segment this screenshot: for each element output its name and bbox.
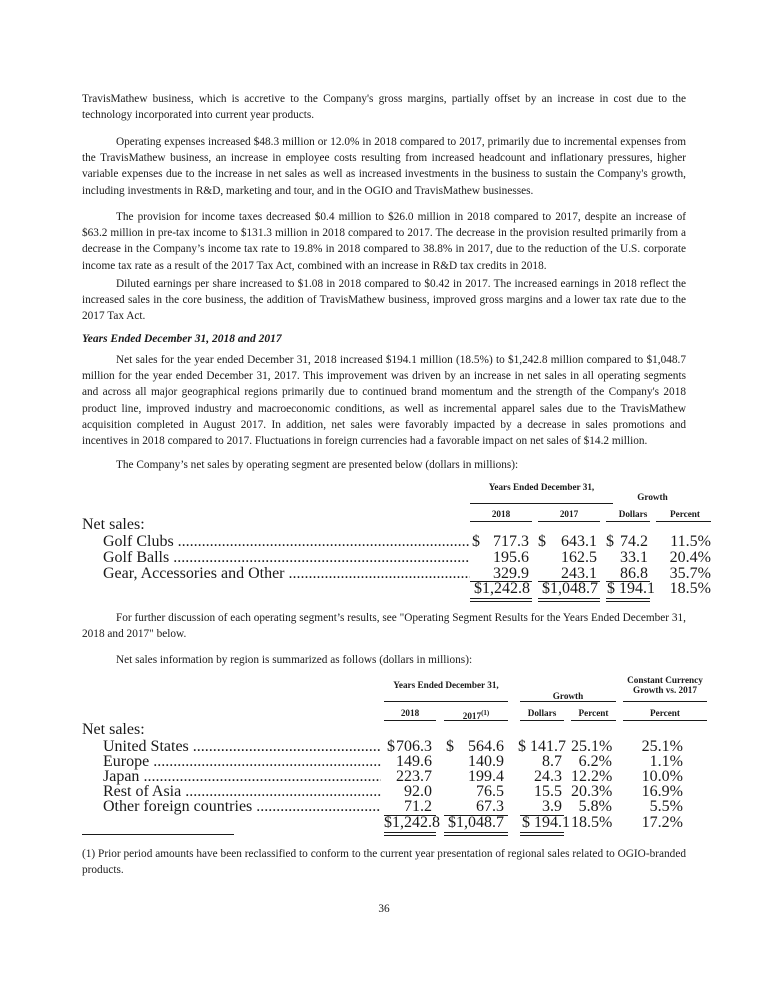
value-cc-percent: 25.1% xyxy=(641,738,683,755)
page-number: 36 xyxy=(378,903,390,915)
value-percent: 6.2% xyxy=(578,753,612,770)
value-2017: 564.6 xyxy=(468,738,504,755)
segment-row-label: Gear, Accessories and Other ..... xyxy=(103,566,470,582)
total-dollars: $ 194.1 xyxy=(522,814,570,831)
value-2017: 67.3 xyxy=(476,798,504,815)
header-growth: Growth xyxy=(552,691,584,701)
segment-row-label: Golf Balls ..... xyxy=(103,550,470,566)
value-2018: 223.7 xyxy=(396,768,432,785)
col-header-2018: 2018 xyxy=(491,509,511,519)
currency-symbol: $ xyxy=(538,533,546,550)
header-years-ended: Years Ended December 31, xyxy=(393,680,499,690)
value-dollars: 74.2 xyxy=(620,533,648,550)
value-2017: 162.5 xyxy=(561,549,597,566)
col-rule xyxy=(384,720,436,721)
region-row-label: United States ..... xyxy=(103,739,381,755)
total-double-rule xyxy=(444,832,508,836)
currency-symbol: $ xyxy=(606,533,614,550)
header-years-ended: Years Ended December 31, xyxy=(488,482,595,492)
total-2018: $1,242.8 xyxy=(474,580,530,597)
total-2018: $1,242.8 xyxy=(384,814,440,831)
value-2017: 76.5 xyxy=(476,783,504,800)
value-percent: 11.5% xyxy=(670,533,711,550)
header-growth: Growth xyxy=(637,492,668,502)
col-header-dollars: Dollars xyxy=(618,509,648,519)
total-cc-percent: 17.2% xyxy=(641,814,683,831)
header-rule xyxy=(470,503,613,504)
value-percent: 20.3% xyxy=(571,783,613,800)
region-row-label: Rest of Asia ..... xyxy=(103,784,381,800)
col-header-2017: 2017$^{(1)}$ xyxy=(462,709,490,721)
footnote-separator xyxy=(82,834,234,835)
value-percent: 35.7% xyxy=(669,565,711,582)
value-dollars: 86.8 xyxy=(620,565,648,582)
total-percent: 18.5% xyxy=(669,580,711,597)
section-heading: Years Ended December 31, 2018 and 2017 xyxy=(82,333,282,345)
total-double-rule xyxy=(384,832,436,836)
region-row-label: Other foreign countries ..... xyxy=(103,799,381,815)
value-cc-percent: 10.0% xyxy=(641,768,683,785)
region-row-label: Europe ..... xyxy=(103,754,381,770)
total-dollars: $ 194.1 xyxy=(607,580,655,597)
col-header-percent: Percent xyxy=(670,509,700,519)
currency-symbol: $ xyxy=(472,533,480,550)
col-header-percent: Percent xyxy=(578,708,609,718)
value-2018: 71.2 xyxy=(404,798,432,815)
region-row-label: Japan ..... xyxy=(103,769,381,785)
col-rule-dollars xyxy=(606,521,650,522)
value-percent: 12.2% xyxy=(571,768,613,785)
paragraph-gross-margin-cont: TravisMathew business, which is accretive to the Company's gross margins, partially offset by an increase in cost due to the technology incorporated into current year products. xyxy=(82,93,686,122)
total-double-rule xyxy=(538,598,600,602)
header-rule xyxy=(623,701,707,702)
footnote-1: (1) Prior period amounts have been reclassified to conform to the current year presentation of regional sales related to OGIO-branded products. xyxy=(82,848,686,877)
currency-symbol: $ xyxy=(446,738,454,755)
value-2018: 195.6 xyxy=(493,549,529,566)
header-rule xyxy=(384,701,508,702)
total-percent: 18.5% xyxy=(571,814,613,831)
value-percent: 5.8% xyxy=(578,798,612,815)
value-2018: 92.0 xyxy=(404,783,432,800)
value-cc-percent: 5.5% xyxy=(649,798,683,815)
value-2017: 643.1 xyxy=(561,533,597,550)
col-header-2017: 2017 xyxy=(559,509,579,519)
value-2017: 199.4 xyxy=(468,768,504,785)
paragraph-operating-expenses: Operating expenses increased $48.3 million or 12.0% in 2018 compared to 2017, primarily due to incremental expenses from the TravisMathew business, an increase in employee costs resulting from increased headcount and inflationary pressures, higher variable expenses due to the increase in net sales as well as increased investments in the business to sustain the Company's growth, including investments in R&D, marketing and tour, and in the OGIO and TravisMathew businesses. xyxy=(82,136,686,197)
value-2018: 706.3 xyxy=(396,738,432,755)
value-dollars: 15.5 xyxy=(534,783,562,800)
value-2017: 243.1 xyxy=(561,565,597,582)
col-header-dollars: Dollars xyxy=(527,708,557,718)
value-percent: 20.4% xyxy=(669,549,711,566)
header-rule xyxy=(520,701,616,702)
value-percent: 25.1% xyxy=(571,738,613,755)
col-rule xyxy=(623,720,707,721)
paragraph-segment-discussion: For further discussion of each operating segment’s results, see "Operating Segment Results for the Years Ended December 31, 2018 and 2017" below. xyxy=(82,612,686,641)
col-rule xyxy=(571,720,616,721)
section-label-net-sales: Net sales: xyxy=(82,722,145,738)
paragraph-diluted-eps: Diluted earnings per share increased to $1.08 in 2018 compared to $0.42 in 2017. The increased earnings in 2018 reflect the increased sales in the core business, the addition of TravisMathew business, improved gross margins and a lower tax rate due to the 2017 Tax Act. xyxy=(82,278,686,323)
total-double-rule xyxy=(606,598,650,602)
value-dollars: $ 141.7 xyxy=(518,738,566,755)
total-double-rule xyxy=(470,598,532,602)
segment-row-label: Golf Clubs ..... xyxy=(103,534,470,550)
total-double-rule xyxy=(520,832,564,836)
col-rule-2018 xyxy=(470,521,532,522)
col-rule-2017 xyxy=(538,521,600,522)
value-dollars: 33.1 xyxy=(620,549,648,566)
footnote-ref: (1) xyxy=(481,709,490,717)
paragraph-region-intro: Net sales information by region is summarized as follows (dollars in millions): xyxy=(116,654,473,666)
paragraph-net-sales: Net sales for the year ended December 31, 2018 increased $194.1 million (18.5%) to $1,242.8 million compared to $1,048.7 million for the year ended December 31, 2017. This improvement was driven by an increase in net sales in all operating segments and across all major geographical regions primarily due to continued brand momentum and the strength of the Company's 2018 product line, improved industry and macroeconomic conditions, as well as incremental apparel sales due to the TravisMathew acquisition completed in August 2017. In addition, net sales were favorably impacted by a decrease in sales promotions and incentives in 2018 compared to 2017. Fluctuations in foreign currencies had a favorable impact on net sales of $14.2 million. xyxy=(82,354,686,448)
section-label-net-sales: Net sales: xyxy=(82,517,145,533)
col-header-cc-percent: Percent xyxy=(650,708,680,718)
value-2018: 717.3 xyxy=(493,533,529,550)
value-dollars: 24.3 xyxy=(534,768,562,785)
paragraph-income-taxes: The provision for income taxes decreased $0.4 million to $26.0 million in 2018 compared to 2017, despite an increase of $63.2 million in pre-tax income to $131.3 million in 2018 compared to 2017. The decrease in the provision resulted primarily from a decrease in the Company’s income tax rate to 19.8% in 2018 compared to 38.8% in 2017, due to the reduction of the U.S. corporate income tax rate as a result of the 2017 Tax Act, combined with an increase in R&D tax credits in 2018. xyxy=(82,211,686,272)
col-rule xyxy=(520,720,564,721)
value-dollars: 3.9 xyxy=(542,798,562,815)
col-rule-percent xyxy=(656,521,711,522)
paragraph-segment-intro: The Company’s net sales by operating segment are presented below (dollars in millions): xyxy=(116,459,519,471)
header-constant-currency: Constant Currency Growth vs. 2017 xyxy=(627,675,703,695)
total-2017: $1,048.7 xyxy=(542,580,598,597)
value-2017: 140.9 xyxy=(468,753,504,770)
col-rule xyxy=(444,720,508,721)
col-header-2018: 2018 xyxy=(400,708,420,718)
value-cc-percent: 16.9% xyxy=(641,783,683,800)
value-2018: 329.9 xyxy=(493,565,529,582)
currency-symbol: $ xyxy=(387,738,395,755)
value-cc-percent: 1.1% xyxy=(649,753,683,770)
value-2018: 149.6 xyxy=(396,753,432,770)
total-2017: $1,048.7 xyxy=(448,814,504,831)
value-dollars: 8.7 xyxy=(542,753,562,770)
